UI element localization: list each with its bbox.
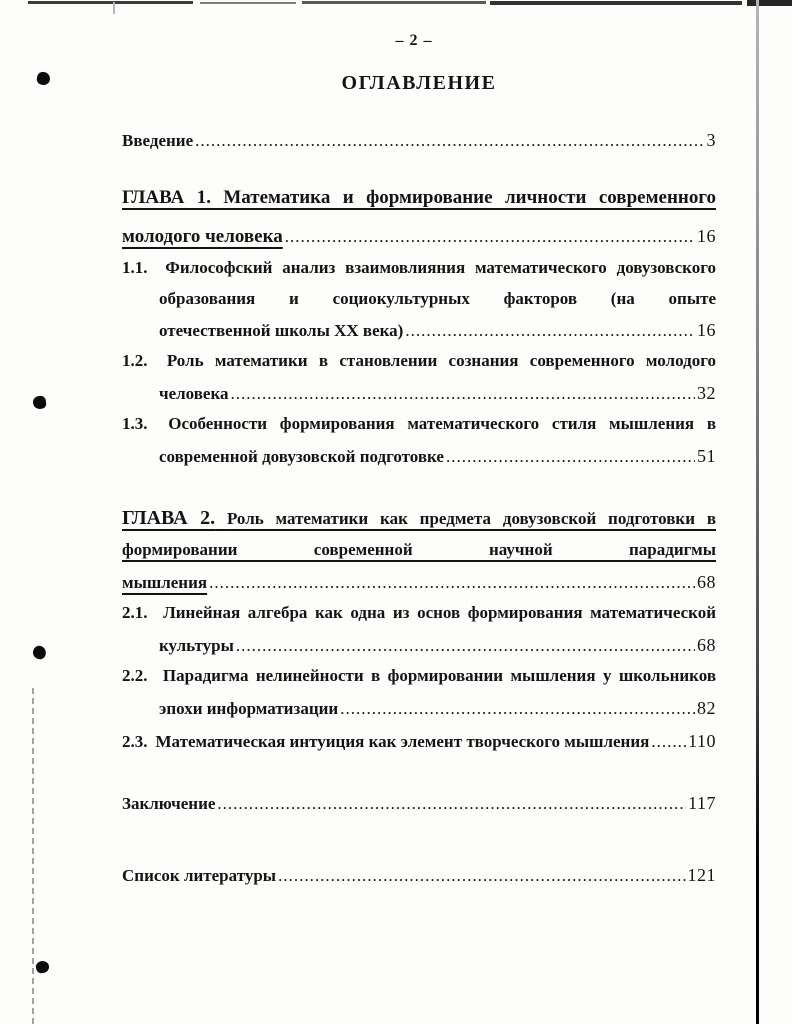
toc-entry-label: человека	[159, 384, 229, 403]
ink-blot	[35, 960, 51, 975]
toc-entry-label: Философский анализ взаимовлияния математического довузовского	[165, 258, 716, 277]
toc-entry-label: Список литературы	[122, 866, 277, 885]
toc-entry-1-2-line1	[122, 349, 716, 373]
toc-entry-label: Введение	[122, 131, 194, 150]
toc-entry-chapter1-line2	[122, 224, 716, 249]
toc-entry-1-1-line3	[159, 318, 716, 343]
toc-entry-1-2-line2	[159, 381, 716, 406]
toc-page-number: 32	[697, 383, 716, 403]
dot-leader	[446, 445, 695, 469]
dot-leader	[217, 792, 686, 816]
dot-leader	[285, 225, 695, 249]
dot-leader	[209, 571, 695, 595]
toc-entry-chapter1-line1	[122, 186, 716, 210]
dot-leader	[195, 129, 704, 153]
dot-leader	[340, 697, 695, 721]
toc-entry-label: ГЛАВА 1. Математика и формирование личности современного	[122, 187, 716, 208]
ink-blot	[31, 644, 48, 661]
dot-leader	[651, 730, 686, 754]
ink-blot	[32, 395, 47, 410]
toc-entry-1-1-line2	[159, 287, 716, 311]
dot-leader	[278, 864, 685, 888]
toc-entry-number: 1.3.	[122, 414, 148, 433]
toc-entry-number: ГЛАВА 2.	[122, 507, 216, 529]
toc-entry-2-2-line2	[159, 696, 716, 721]
toc-page-number: 68	[697, 572, 716, 592]
toc-entry-bibliography	[122, 863, 716, 888]
scan-mark	[113, 2, 115, 14]
toc-entry-1-1-line1	[122, 256, 716, 280]
toc-entry-label: современной довузовской подготовке	[159, 447, 444, 466]
toc-entry-number: 1.2.	[122, 351, 148, 370]
dot-leader	[236, 634, 695, 658]
toc-entry-number: 2.2.	[122, 666, 148, 685]
toc-entry-chapter2-line1	[122, 506, 716, 531]
toc-entry-number: 2.3.	[122, 732, 148, 751]
toc-page-number: 82	[697, 698, 716, 718]
toc-entry-chapter2-line2	[122, 538, 716, 562]
toc-entry-2-1-line1	[122, 601, 716, 625]
toc-entry-2-2-line1	[122, 664, 716, 688]
toc-page-number: 51	[697, 446, 716, 466]
dot-leader	[405, 319, 695, 343]
toc-entry-label: мышления	[122, 573, 208, 592]
ink-blot	[36, 71, 51, 86]
toc-entry-label: молодого человека	[122, 226, 283, 247]
toc-page-number: 3	[706, 130, 716, 150]
toc-entry-chapter2-line3	[122, 570, 716, 595]
toc-entry-number: 1.1.	[122, 258, 148, 277]
page-edge-line	[756, 0, 759, 1024]
toc-entry-label: Парадигма нелинейности в формировании мышления у школьников	[162, 666, 716, 685]
toc-page-number: 16	[697, 320, 716, 340]
toc-entry-number: 2.1.	[122, 603, 148, 622]
toc-page-number: 16	[697, 226, 716, 246]
toc-page-number: 68	[697, 635, 716, 655]
toc-entry-label: отечественной школы XX века)	[159, 321, 404, 340]
toc-page-number: 117	[688, 793, 716, 813]
toc-entry-2-1-line2	[159, 633, 716, 658]
toc-entry-label: Линейная алгебра как одна из основ формирования математической	[163, 603, 717, 622]
page-fold-dashed-line	[32, 688, 34, 1024]
toc-content	[122, 0, 716, 1024]
toc-entry-label: Заключение	[122, 794, 216, 813]
toc-entry-label: Математическая интуиция как элемент творческого мышления	[155, 732, 650, 751]
dot-leader	[231, 382, 695, 406]
toc-entry-label: Роль математики как предмета довузовской подготовки в	[226, 509, 716, 528]
toc-entry-label: Роль математики в становлении сознания современного молодого	[166, 351, 717, 370]
toc-entry-2-3	[122, 729, 716, 754]
toc-entry-1-3-line2	[159, 444, 716, 469]
toc-entry-label: формировании современной научной парадигмы	[122, 540, 716, 559]
toc-entry-1-3-line1	[122, 412, 716, 436]
scan-edge-band	[747, 0, 792, 6]
toc-entry-label: образования и социокультурных факторов (на опыте	[159, 289, 716, 308]
toc-page-number: 121	[687, 865, 716, 885]
toc-entry-label: культуры	[159, 636, 234, 655]
toc-entry-label: Особенности формирования математического стиля мышления в	[168, 414, 716, 433]
toc-entry-label: эпохи информатизации	[159, 699, 339, 718]
toc-entry-conclusion	[122, 791, 716, 816]
toc-page-number: 110	[688, 731, 716, 751]
page-number: – 2 –	[395, 32, 433, 49]
toc-entry-introduction	[122, 128, 716, 153]
page-title: ОГЛАВЛЕНИЕ	[341, 72, 497, 94]
